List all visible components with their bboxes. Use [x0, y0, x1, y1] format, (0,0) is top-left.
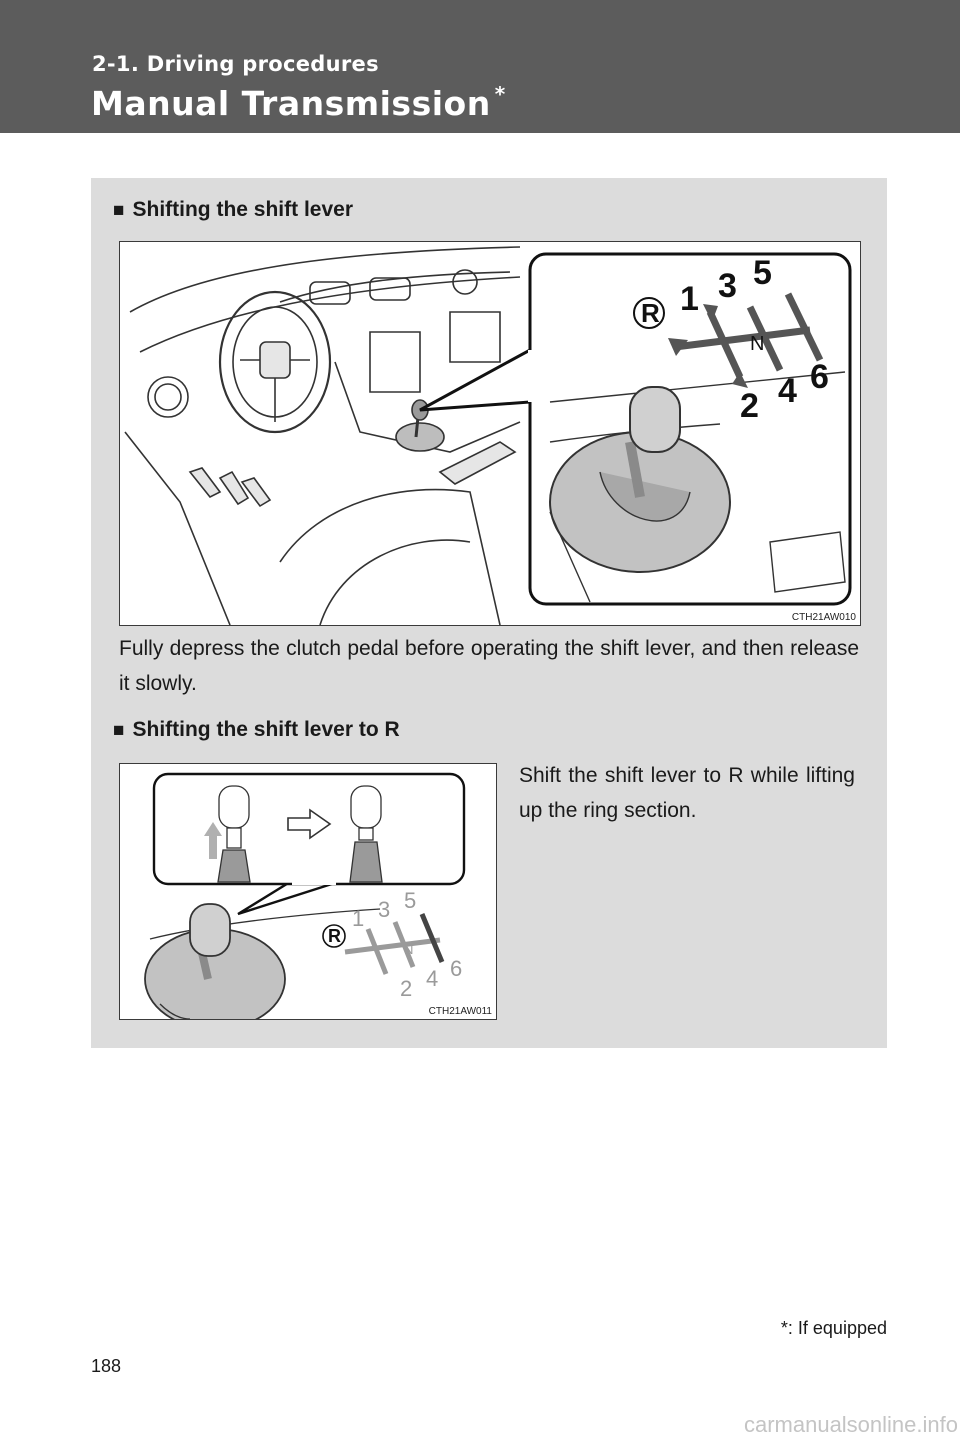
gear-label-3: 3: [718, 267, 737, 305]
page-title: [91, 82, 506, 123]
section-label: 2-1. Driving procedures: [92, 52, 379, 76]
square-bullet-icon: ■: [113, 720, 125, 741]
heading-shifting: [113, 198, 353, 222]
gear-label-4: 4: [426, 966, 439, 991]
gear-label-5: 5: [404, 888, 417, 913]
figure-code: CTH21AW010: [791, 612, 856, 623]
gear-label-6: 6: [450, 956, 463, 981]
gear-label-3: 3: [378, 897, 391, 922]
gear-label-1: 1: [352, 906, 365, 931]
heading-shifting-text: Shifting the shift lever: [132, 198, 354, 221]
gear-label-6: 6: [810, 358, 829, 396]
instruction-paragraph: Fully depress the clutch pedal before operating the shift lever, and then release it slowly.: [119, 637, 859, 695]
gear-label-4: 4: [778, 372, 797, 410]
heading-reverse-text: Shifting the shift lever to R: [132, 718, 400, 741]
page-title-text: Manual Transmission: [91, 84, 491, 123]
gear-label-r: R: [641, 298, 660, 328]
if-equipped-asterisk: *: [494, 82, 506, 106]
figure-code: CTH21AW011: [428, 1006, 492, 1017]
shift-to-r-illustration: [120, 764, 496, 1019]
square-bullet-icon: ■: [113, 200, 125, 221]
gear-label-2: 2: [740, 387, 759, 425]
cockpit-illustration: [120, 242, 860, 625]
footnote: [781, 1318, 887, 1339]
gear-label-5: 5: [753, 254, 772, 292]
figure-shift-to-r: [119, 763, 497, 1020]
gear-label-n: N: [750, 333, 765, 355]
page-number: 188: [91, 1356, 122, 1376]
heading-reverse: [113, 718, 400, 742]
watermark: carmanualsonline.info: [743, 1412, 958, 1437]
gear-label-2: 2: [400, 976, 413, 1001]
footnote-text: : If equipped: [787, 1318, 887, 1338]
gear-label-r: R: [328, 926, 341, 946]
gear-label-n: N: [404, 942, 414, 957]
page-header: [0, 0, 960, 133]
figure-shift-lever: [119, 241, 861, 626]
asterisk-icon: *: [780, 1318, 788, 1338]
gear-label-1: 1: [680, 280, 699, 318]
instruction-paragraph: Shift the shift lever to R while lifting up the ring section.: [519, 764, 855, 822]
content-panel: [91, 178, 887, 1048]
